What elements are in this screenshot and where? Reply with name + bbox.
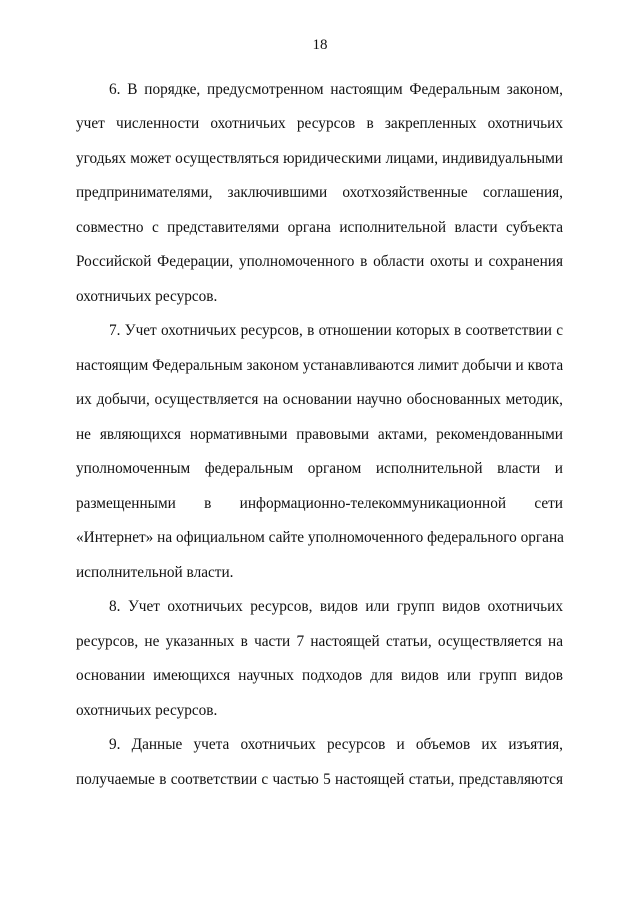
text-line: 8. Учет охотничьих ресурсов, видов или групп видов охотничьих: [109, 598, 563, 615]
text-line: учет численности охотничьих ресурсов в закрепленных охотничьих: [76, 115, 563, 132]
text-line: 6. В порядке, предусмотренном настоящим Федеральным законом,: [109, 81, 563, 98]
text-line: совместно с представителями органа исполнительной власти субъекта: [76, 219, 563, 236]
text-line: их добычи, осуществляется на основании научно обоснованных методик,: [76, 391, 563, 408]
text-line: охотничьих ресурсов.: [76, 288, 218, 305]
text-line: предпринимателями, заключившими охотхозяйственные соглашения,: [76, 184, 563, 201]
text-line: получаемые в соответствии с частью 5 настоящей статьи, представляются: [76, 771, 563, 788]
text-line: уполномоченным федеральным органом исполнительной власти и: [76, 460, 563, 477]
page-number: 18: [312, 37, 328, 53]
text-line: основании имеющихся научных подходов для видов или групп видов: [76, 667, 563, 684]
text-line: 9. Данные учета охотничьих ресурсов и объемов их изъятия,: [109, 736, 563, 753]
text-line: размещенными в информационно-телекоммуникационной сети: [76, 495, 563, 512]
text-line: «Интернет» на официальном сайте уполномоченного федерального органа: [76, 529, 564, 546]
text-line: охотничьих ресурсов.: [76, 702, 218, 719]
text-line: 7. Учет охотничьих ресурсов, в отношении которых в соответствии с: [109, 322, 563, 339]
text-line: не являющихся нормативными правовыми актами, рекомендованными: [76, 426, 563, 443]
text-line: Российской Федерации, уполномоченного в области охоты и сохранения: [76, 253, 563, 270]
text-line: ресурсов, не указанных в части 7 настоящей статьи, осуществляется на: [76, 633, 563, 650]
text-line: настоящим Федеральным законом устанавливаются лимит добычи и квота: [76, 357, 564, 374]
text-line: исполнительной власти.: [76, 564, 234, 581]
text-line: угодьях может осуществляться юридическими лицами, индивидуальными: [76, 150, 563, 167]
